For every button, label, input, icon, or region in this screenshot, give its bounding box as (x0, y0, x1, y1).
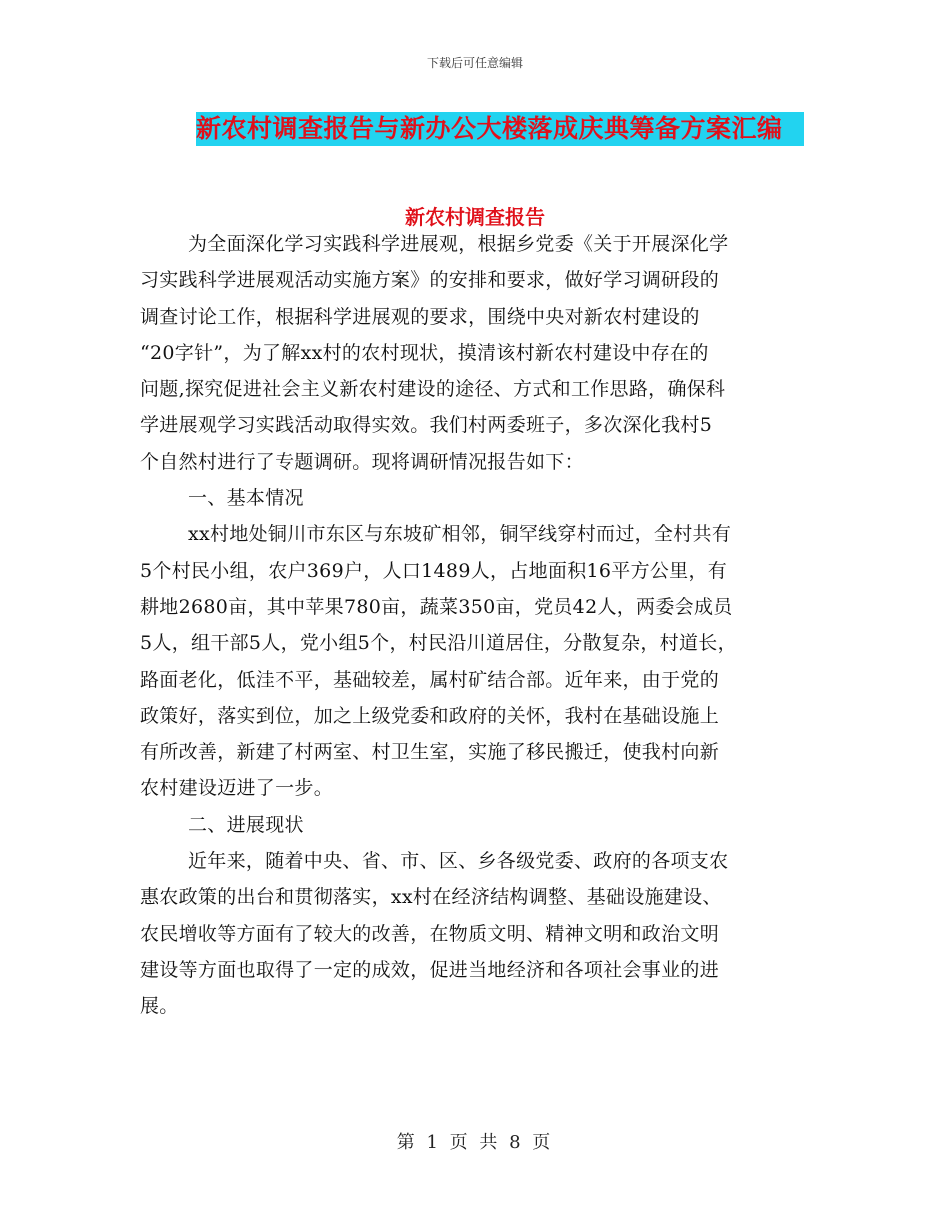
text-line: 展。 (140, 995, 179, 1018)
text-line: 农村建设迈进了一步。 (140, 777, 334, 800)
text-line: “20字针”，为了解xx村的农村现状，摸清该村新农村建设中存在的 (140, 341, 709, 364)
text-line: 农民增收等方面有了较大的改善，在物质文明、精神文明和政治文明 (140, 922, 720, 945)
text-line: 路面老化，低洼不平，基础较差，属村矿结合部。近年来，由于党的 (140, 668, 720, 691)
text-line: 政策好，落实到位，加之上级党委和政府的关怀，我村在基础设施上 (140, 704, 720, 727)
text-line: xx村地处铜川市东区与东坡矿相邻，铜罕线穿村而过，全村共有 (188, 523, 732, 546)
heading-basic-info: 一、基本情况 (188, 487, 304, 510)
text-line: 耕地2680亩，其中苹果780亩，蔬菜350亩，党员42人，两委会成员 (140, 595, 733, 618)
text-line: 建设等方面也取得了一定的成效，促进当地经济和各项社会事业的进 (140, 958, 720, 981)
text-line: 有所改善，新建了村两室、村卫生室，实施了移民搬迁，使我村向新 (140, 741, 720, 764)
heading-current-status: 二、进展现状 (188, 813, 304, 836)
page-footer: 第 1 页 共 8 页 (396, 1132, 554, 1153)
text-line: 个自然村进行了专题调研。现将调研情况报告如下： (140, 450, 584, 473)
text-line: 学进展观学习实践活动取得实效。我们村两委班子，多次深化我村5 (140, 414, 713, 437)
header-note: 下载后可任意编辑 (426, 56, 523, 70)
text-line: 5个村民小组，农户369户，人口1489人，占地面积16平方公里，有 (140, 559, 728, 582)
text-line: 习实践科学进展观活动实施方案》的安排和要求，做好学习调研段的 (140, 269, 720, 292)
text-line: 为全面深化学习实践科学进展观，根据乡党委《关于开展深化学 (188, 233, 729, 255)
text-line: 近年来，随着中央、省、市、区、乡各级党委、政府的各项支农 (188, 850, 729, 873)
text-line: 惠农政策的出台和贯彻落实，xx村在经济结构调整、基础设施建设、 (140, 886, 722, 909)
body-text (140, 226, 830, 1025)
section-title: 新农村调查报告 (405, 205, 545, 229)
text-line: 5人，组干部5人，党小组5个，村民沿川道居住，分散复杂，村道长， (140, 632, 737, 655)
text-line: 问题,探究促进社会主义新农村建设的途径、方式和工作思路，确保科 (140, 378, 726, 401)
text-line: 调查讨论工作，根据科学进展观的要求，围绕中央对新农村建设的 (140, 305, 700, 328)
document-title: 新农村调查报告与新办公大楼落成庆典筹备方案汇编 (196, 112, 804, 146)
